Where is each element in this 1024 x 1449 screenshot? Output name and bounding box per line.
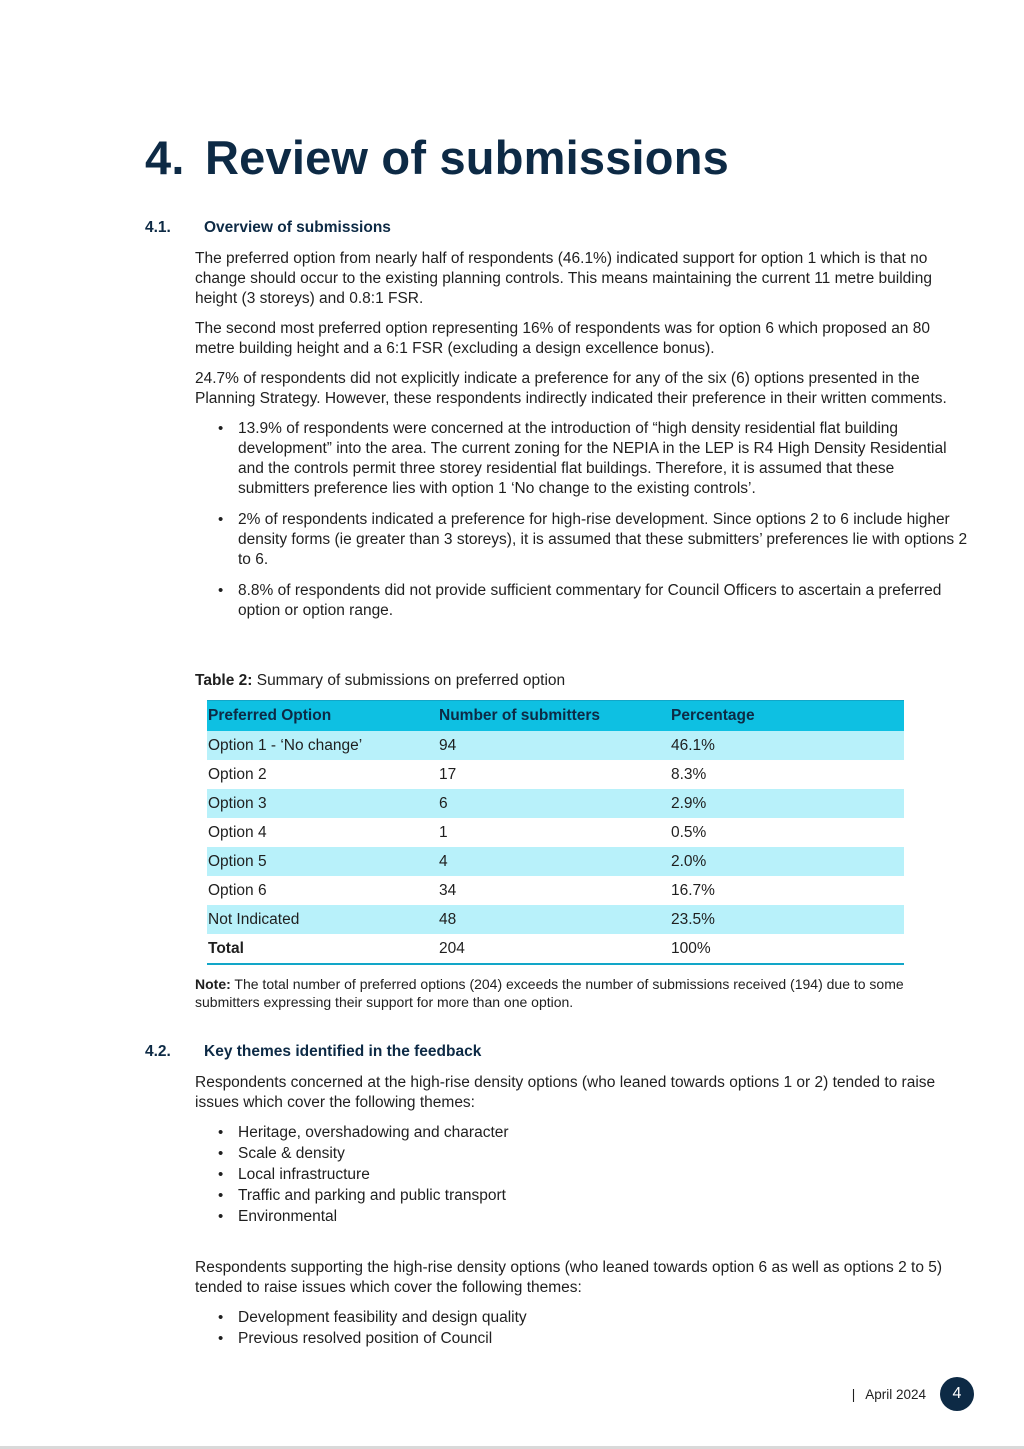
section-title: Key themes identified in the feedback xyxy=(204,1043,482,1060)
page-footer xyxy=(852,1377,974,1411)
column-header: Preferred Option xyxy=(207,701,438,732)
bullet-item: • 8.8% of respondents did not provide sufficient commentary for Council Officers to ascertain a preferred option or option range. xyxy=(195,581,970,621)
page-title xyxy=(145,128,729,188)
section-4-1-body xyxy=(195,249,970,632)
table-row xyxy=(207,818,904,847)
paragraph: The preferred option from nearly half of respondents (46.1%) indicated support for option 1 which is that no change should occur to the existing planning controls. This means maintaining the current 11 metre building height (3 storeys) and 0.8:1 FSR. xyxy=(195,250,932,307)
table-cell: 1 xyxy=(439,823,448,841)
table-cell: Option 6 xyxy=(208,881,267,899)
column-header: Percentage xyxy=(670,701,904,732)
table-cell: 100% xyxy=(670,934,904,964)
column-header: Number of submitters xyxy=(438,701,670,732)
table-cell: 48 xyxy=(438,905,670,934)
table-cell: Option 3 xyxy=(207,789,438,818)
table-header-row xyxy=(207,701,904,732)
paragraph: The second most preferred option representing 16% of respondents was for option 6 which proposed an 80 metre building height and a 6:1 FSR (excluding a design excellence bonus). xyxy=(195,320,930,357)
table-cell: 23.5% xyxy=(670,905,904,934)
section-4-2-body xyxy=(195,1073,970,1228)
bullet-item: • 13.9% of respondents were concerned at the introduction of “high density residential flat building development” into the area. The current zoning for the NEPIA in the LEP is R4 High Density Residential and the controls permit three storey residential flat buildings. Therefore, it is assumed that these submitters preference lies with option 1 ‘No change to the existing controls’. xyxy=(195,419,970,499)
caption-label: Table 2: xyxy=(195,672,253,689)
table-row xyxy=(207,876,904,905)
table-cell: 8.3% xyxy=(671,765,707,783)
section-4-2-body-cont xyxy=(195,1258,970,1350)
table-row xyxy=(207,789,904,818)
table-cell: 34 xyxy=(439,881,457,899)
chapter-number: 4. xyxy=(145,131,185,184)
table-cell: 16.7% xyxy=(671,881,715,899)
bullet-list xyxy=(195,419,970,621)
table-cell: Total xyxy=(207,934,438,964)
table-cell: 0.5% xyxy=(671,823,707,841)
bullet-list xyxy=(195,1308,970,1349)
table-cell: 4 xyxy=(438,847,670,876)
table-total-row xyxy=(207,934,904,964)
table-cell: 17 xyxy=(439,765,457,783)
table-cell: Not Indicated xyxy=(207,905,438,934)
section-heading-4-1 xyxy=(145,219,391,237)
table-cell: 204 xyxy=(438,934,670,964)
table-cell: 2.9% xyxy=(670,789,904,818)
table-row xyxy=(207,731,904,760)
table-cell: 46.1% xyxy=(670,731,904,760)
table-note xyxy=(195,975,970,1011)
bullet-item: • Local infrastructure xyxy=(195,1165,970,1185)
table-cell: 94 xyxy=(438,731,670,760)
chapter-title: Review of submissions xyxy=(205,131,729,184)
table-row xyxy=(207,760,904,789)
page-number-badge: 4 xyxy=(940,1377,974,1411)
bullet-item: • Development feasibility and design quality xyxy=(195,1308,970,1328)
paragraph: Respondents concerned at the high-rise density options (who leaned towards options 1 or 2) tended to raise issues which cover the following themes: xyxy=(195,1074,936,1111)
bullet-item: • Environmental xyxy=(195,1207,970,1227)
table-row xyxy=(207,847,904,876)
table-cell: Option 1 - ‘No change’ xyxy=(207,731,438,760)
table-block xyxy=(195,671,970,1011)
table-caption xyxy=(195,671,970,691)
section-number: 4.2. xyxy=(145,1043,171,1060)
footer-separator: | xyxy=(851,1386,856,1402)
section-number: 4.1. xyxy=(145,219,171,236)
table-cell: Option 4 xyxy=(208,823,267,841)
table-cell: 2.0% xyxy=(670,847,904,876)
note-text: The total number of preferred options (204) exceeds the number of submissions received (194) due to some submitters expressing their support for more than one option. xyxy=(195,976,904,1010)
bullet-item: • Previous resolved position of Council xyxy=(195,1329,970,1349)
table-cell: 6 xyxy=(438,789,670,818)
table-cell: Option 2 xyxy=(208,765,267,783)
bullet-list xyxy=(195,1123,970,1227)
section-heading-4-2 xyxy=(145,1043,481,1061)
footer-date: April 2024 xyxy=(865,1386,926,1402)
note-label: Note: xyxy=(195,976,231,992)
table-row xyxy=(207,905,904,934)
caption-text: Summary of submissions on preferred option xyxy=(252,672,566,689)
summary-table xyxy=(207,700,904,965)
paragraph: Respondents supporting the high-rise density options (who leaned towards option 6 as well as options 2 to 5) tended to raise issues which cover the following themes: xyxy=(195,1259,943,1296)
table-cell: Option 5 xyxy=(207,847,438,876)
bullet-item: • Heritage, overshadowing and character xyxy=(195,1123,970,1143)
paragraph: 24.7% of respondents did not explicitly indicate a preference for any of the six (6) options presented in the Planning Strategy. However, these respondents indirectly indicated their preference in their written comments. xyxy=(195,370,947,407)
bullet-item: • Traffic and parking and public transport xyxy=(195,1186,970,1206)
section-title: Overview of submissions xyxy=(204,219,391,236)
bullet-item: • 2% of respondents indicated a preference for high-rise development. Since options 2 to 6 include higher density forms (ie greater than 3 storeys), it is assumed that these submitters’ preferences lie with options 2 to 6. xyxy=(195,510,970,570)
bullet-item: • Scale & density xyxy=(195,1144,970,1164)
